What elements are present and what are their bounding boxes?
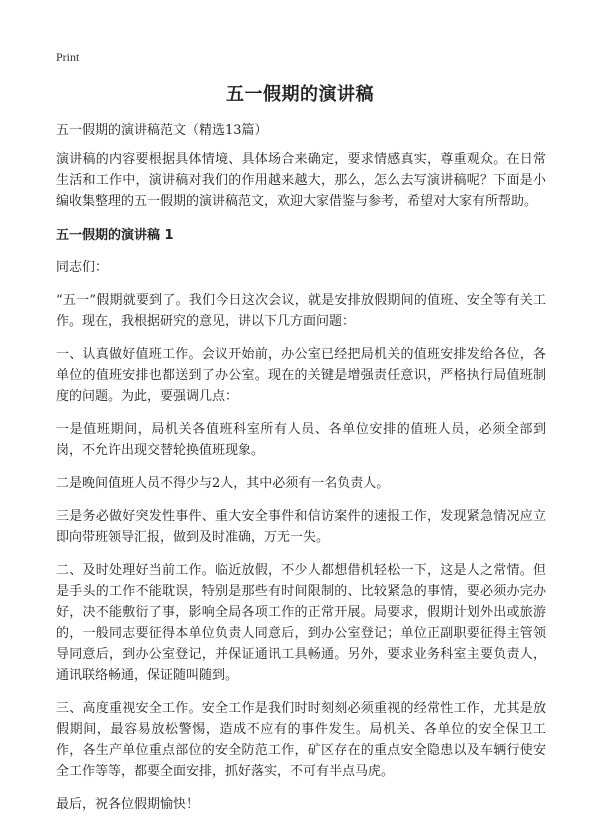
article-subtitle: 五一假期的演讲稿范文（精选13篇） bbox=[56, 123, 268, 138]
page-title: 五一假期的演讲稿 bbox=[226, 84, 374, 105]
body-paragraph-3: 一是值班期间，局机关各值班科室所有人员、各单位安排的值班人员，必须全部到岗，不允许出现交替轮换值班现象。 bbox=[56, 422, 546, 458]
intro-paragraph: 演讲稿的内容要根据具体情境、具体场合来确定，要求情感真实，尊重观众。在日常生活和工作中，演讲稿对我们的作用越来越大，那么，怎么去写演讲稿呢？下面是小编收集整理的五一假期的演讲稿范文，欢迎大家借鉴与参考，希望对大家有所帮助。 bbox=[56, 152, 546, 209]
body-paragraph-1: “五一”假期就要到了。我们今日这次会议，就是安排放假期间的值班、安全等有关工作。现在，我根据研究的意见，讲以下几方面问题： bbox=[56, 293, 546, 329]
body-paragraph-5: 三是务必做好突发性事件、重大安全事件和信访案件的速报工作，发现紧急情况应立即向带班领导汇报，做到及时准确，万无一失。 bbox=[56, 509, 546, 545]
article-body bbox=[56, 120, 546, 827]
section-heading: 五一假期的演讲稿 1 bbox=[56, 228, 174, 243]
closing-paragraph: 最后，祝各位假期愉快！ bbox=[56, 797, 200, 812]
print-link[interactable]: Print bbox=[56, 50, 80, 64]
body-paragraph-4: 二是晚间值班人员不得少与2人，其中必须有一名负责人。 bbox=[56, 476, 390, 491]
body-paragraph-6: 二、及时处理好当前工作。临近放假，不少人都想借机轻松一下，这是人之常情。但是手头的工作不能耽误，特别是那些有时间限制的、比较紧急的事情，要必须办完办好，决不能敷衍了事，影响全局各项工作的正常开展。局要求，假期计划外出或旅游的，一般同志要征得本单位负责人同意后，到办公室登记；单位正副职要征得主管领导同意后，到办公室登记，并保证通讯工具畅通。另外，要求业务科室主要负责人，通讯联络畅通，保证随叫随到。 bbox=[56, 563, 546, 683]
body-paragraph-7: 三、高度重视安全工作。安全工作是我们时时刻刻必须重视的经常性工作，尤其是放假期间，最容易放松警惕，造成不应有的事件发生。局机关、各单位的安全保卫工作，各生产单位重点部位的安全防范工作，矿区存在的重点安全隐患以及车辆行使安全工作等等，都要全面安排，抓好落实，不可有半点马虎。 bbox=[56, 701, 546, 779]
greeting-paragraph: 同志们： bbox=[56, 260, 109, 275]
body-paragraph-2: 一、认真做好值班工作。会议开始前，办公室已经把局机关的值班安排发给各位，各单位的值班安排也都送到了办公室。现在的关键是增强责任意识，严格执行局值班制度的问题。为此，要强调几点： bbox=[56, 347, 546, 404]
